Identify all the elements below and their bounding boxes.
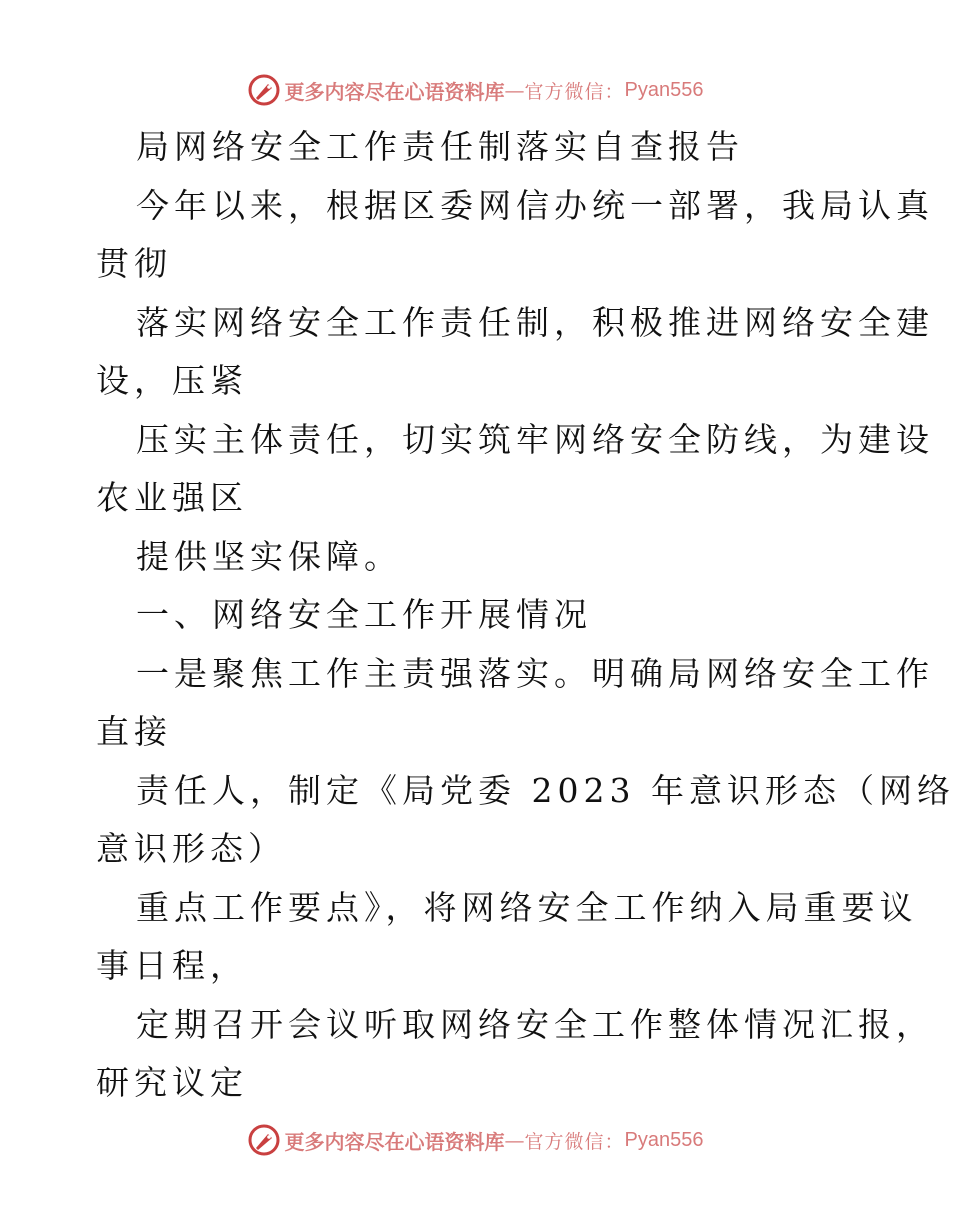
document-line: 研究议定 [96,1063,248,1102]
document-line: 定期召开会议听取网络安全工作整体情况汇报， [136,1004,934,1044]
banner-title: 更多内容尽在心语资料库 [284,1129,505,1154]
banner-title: 更多内容尽在心语资料库 [284,79,505,104]
banner-contact-label: 官方微信： [524,1130,625,1153]
document-line: 事日程， [96,946,248,985]
document-line: 贯彻 [96,244,172,283]
banner-separator: — [504,78,525,102]
banner-contact-label: 官方微信： [524,80,625,103]
pen-nib-icon [247,1123,281,1157]
footer-watermark-banner [0,1118,950,1162]
document-line: 提供坚实保障。 [136,536,402,576]
header-watermark-banner [0,68,950,112]
document-line: 农业强区 [96,478,248,517]
document-line: 一、网络安全工作开展情况 [136,595,592,634]
banner-contact-id: Pyan556 [624,1128,704,1151]
banner-separator: — [504,1128,525,1152]
document-line: 今年以来，根据区委网信办统一部署，我局认真 [136,185,934,225]
banner-contact-id: Pyan556 [624,78,704,101]
document-body [96,118,955,1113]
document-line: 直接 [96,712,172,751]
document-line: 设，压紧 [96,361,248,400]
document-line: 局网络安全工作责任制落实自查报告 [136,127,744,166]
document-line: 意识形态） [96,829,286,868]
document-line: 落实网络安全工作责任制，积极推进网络安全建 [136,302,934,342]
document-line: 责任人，制定《局党委 2023 年意识形态（网络 [136,770,955,810]
document-line: 重点工作要点》，将网络安全工作纳入局重要议 [136,887,918,927]
pen-nib-icon [247,73,281,107]
document-line: 压实主体责任，切实筑牢网络安全防线，为建设 [136,419,934,459]
document-line: 一是聚焦工作主责强落实。明确局网络安全工作 [136,653,934,693]
